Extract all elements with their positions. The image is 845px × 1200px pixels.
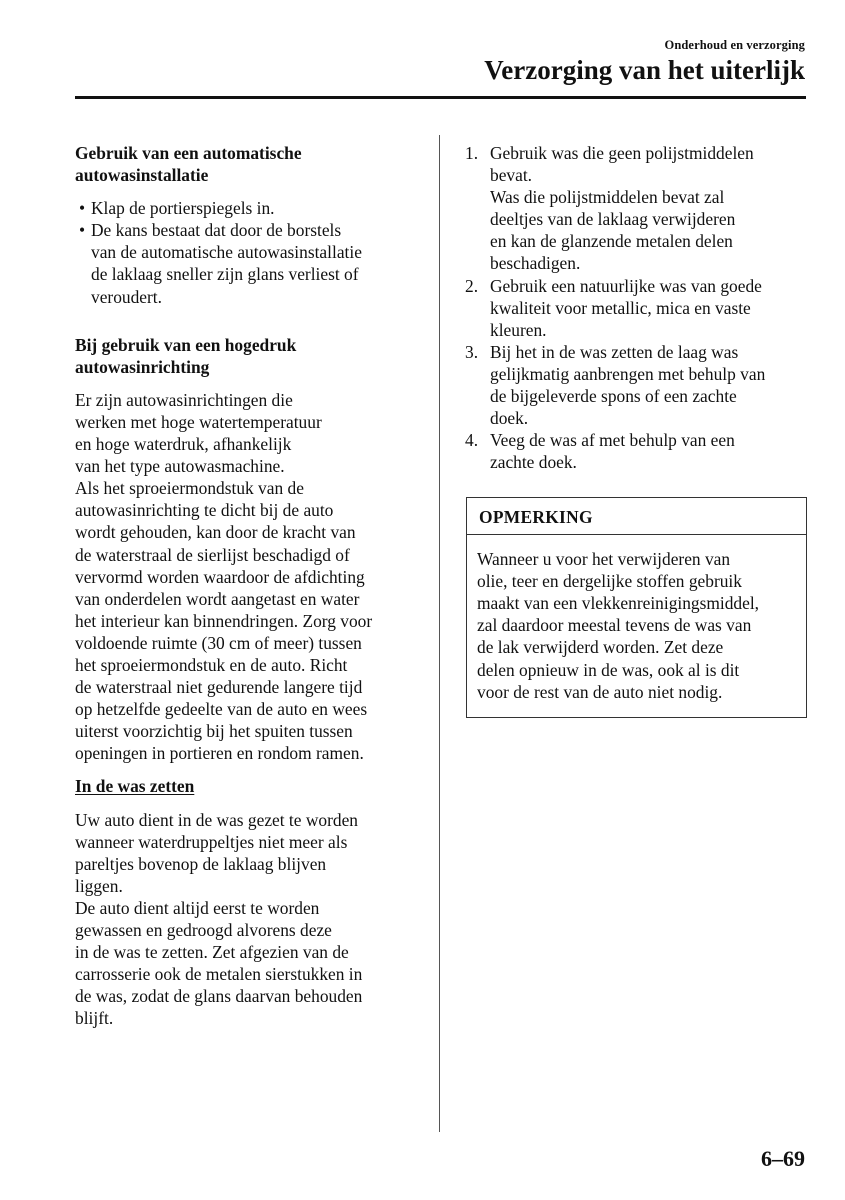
bullet-item: • De kans bestaat dat door de borstels van de automatische autowasinstallatie de laklaag sneller zijn glans verliest of veroudert. (75, 219, 420, 307)
left-column (75, 142, 420, 1029)
bullet-item: • Klap de portierspiegels in. (75, 197, 420, 219)
page-title: Verzorging van het uiterlijk (484, 55, 805, 85)
high-pressure-paragraph: Er zijn autowasinrichtingen die werken met hoge watertemperatuur en hoge waterdruk, afhankelijk van het type autowasmachine. Als het sproeiermondstuk van de autowasinrichting te dicht bij de auto wordt gehouden, kan door de kracht van de waterstraal de sierlijst beschadigd of vervormd worden waardoor de afdichting van onderdelen wordt aangetast en water het interieur kan binnendringen. Zorg voor voldoende ruimte (30 cm of meer) tussen het sproeiermondstuk en de auto. Richt de waterstraal niet gedurende langere tijd op hetzelfde gedeelte van de auto en wees uiterst voorzichtig bij het spuiten tussen openingen in portieren en rondom ramen. (75, 389, 373, 764)
car-wash-heading: Gebruik van een automatische autowasinstallatie (75, 143, 302, 186)
notice-title: OPMERKING (467, 498, 806, 535)
waxing-steps (465, 142, 807, 473)
step-item: 4. Veeg de was af met behulp van een zachte doek. (465, 430, 735, 473)
notice-box (466, 497, 807, 718)
step-item: 3. Bij het in de was zetten de laag was gelijkmatig aanbrengen met behulp van de bijgeleverde spons of een zachte doek. (465, 341, 766, 429)
right-column (465, 142, 807, 473)
column-divider (439, 135, 440, 1132)
step-number: 1. (465, 143, 479, 163)
header-rule (75, 96, 806, 99)
step-number: 3. (465, 341, 479, 362)
step-number: 2. (465, 275, 479, 296)
page-number: 6–69 (761, 1146, 805, 1171)
high-pressure-heading: Bij gebruik van een hogedruk autowasinrichting (75, 334, 297, 377)
notice-text: Wanneer u voor het verwijderen van olie, teer en dergelijke stoffen gebruik maakt van een vlekkenreinigingsmiddel, zal daardoor meestal tevens de was van de lak verwijderd worden. Zet deze delen opnieuw in de was, ook al is dit voor de rest van de auto niet nodig. (477, 549, 760, 702)
car-wash-bullets (75, 197, 420, 307)
step-item: 2. Gebruik een natuurlijke was van goede kwaliteit voor metallic, mica en vaste kleuren. (465, 275, 762, 340)
step-number: 4. (465, 430, 479, 451)
waxing-heading: In de was zetten (75, 776, 195, 797)
section-label: Onderhoud en verzorging (664, 38, 805, 52)
step-item: 1. Gebruik was die geen polijstmiddelen bevat. Was die polijstmiddelen bevat zal deeltjes van de laklaag verwijderen en kan de glanzende metalen delen beschadigen. (465, 143, 754, 274)
waxing-paragraph: Uw auto dient in de was gezet te worden wanneer waterdruppeltjes niet meer als pareltjes bovenop de laklaag blijven liggen. De auto dient altijd eerst te worden gewassen en gedroogd alvorens deze in de was te zetten. Zet afgezien van de carrosserie ook de metalen sierstukken in de was, zodat de glans daarvan behouden blijft. (75, 809, 363, 1029)
